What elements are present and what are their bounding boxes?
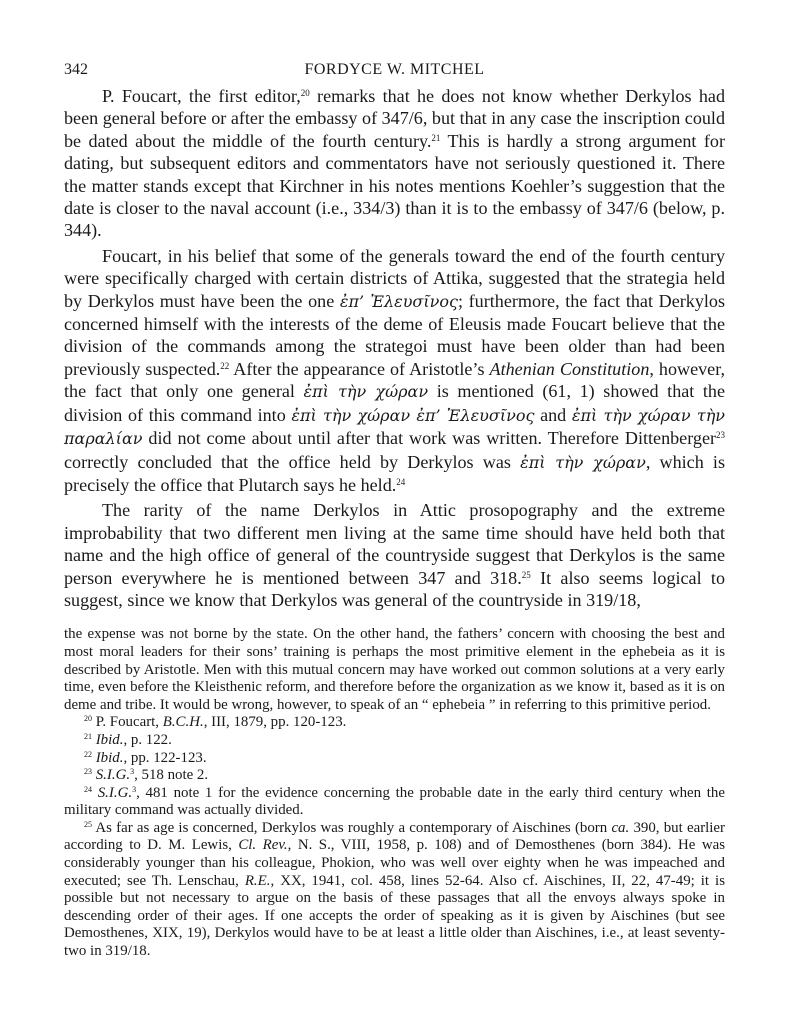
greek-phrase: ἐπὶ τὴν χώραν ἐπ’ Ἐλευσῖνος [291,405,535,425]
greek-phrase: ἐπὶ τὴν χώραν τὴν παραλίαν [64,405,726,449]
paragraph-2: Foucart, in his belief that some of the generals toward the end of the fourth century were specifically charged with certain districts of Attika, suggested that the strategia held by Derkylos must have been the one ἐπ’ Ἐλευσῖνος; furthermore, the fact that Derkylos concerned himself with the interests of the deme of Eleusis made Foucart believe that the division of the commands among the strategoi must have been older than had been previously suspected.$^{22}$ After the appearance of Aristotle’s Athenian Constitution, however, the fact that only one general ἐπὶ τὴν χώραν is mentioned (61, 1) showed that the division of this command into ἐπὶ τὴν χώραν ἐπ’ Ἐλευσῖνος and ἐπὶ τὴν χώραν τὴν παραλίαν did not come about until after that work was written. Therefore Dittenberger$^{23}$ correctly concluded that the office held by Derkylos was ἐπὶ τὴν χώραν, which is precisely the office that Plutarch says he held.$^{24}$ [64,245,726,495]
running-head: FORDYCE W. MITCHEL [304,61,485,78]
main-text [64,85,725,611]
footnote-ref-21[interactable]: 21 [431,132,441,143]
paragraph-1: P. Foucart, the first editor,$^{20}$ remarks that he does not know whether Derkylos had been general before or after the embassy of 347/6, but that in any case the inscription could be dated about the middle of the fourth century.$^{21}$ This is hardly a strong argument for dating, but subsequent editors and commentators have not seriously questioned it. There the matter stands except that Kirchner in his notes mentions Koehler’s suggestion that the date is closer to the naval account (i.e., 334/3) than it is to the embassy of 347/6 (below, p. 344). [64,86,726,241]
paragraph-3: The rarity of the name Derkylos in Attic prosopography and the extreme improbability that two different men living at the same time should have held both that name and the high office of general of the countryside suggest that Derkylos is the same person everywhere he is mentioned between 347 and 318.25 It also seems logical to suggest, since we know that Derkylos was general of the countryside in 319/18, [64,500,725,610]
page-header [64,55,725,85]
footnote-21: $^{21}$ Ibid., p. 122. [84,731,172,748]
footnote-25: $^{25}$ As far as age is concerned, Derkylos was roughly a contemporary of Aischines (born ca. 390, but earlier according to D. M. Lewis, Cl. Rev., N. S., VIII, 1958, p. 108) and of Demosthenes (born 384). He was considerably younger than his colleague, Phokion, who was well over eighty when he was impeached and executed; see Th. Lenschau, R.E., XX, 1941, col. 458, lines 52-64. Also cf. Aischines, II, 22, 47-49; it is possible but not necessary to argue on the basis of these passages that all the envoys always spoke in descending order of their ages. If one accepts the order of speaking as it is given by Aischines (but see Demosthenes, XIX, 19), Derkylos would have to be at least a little older than Aischines, i.e., at least seventy-two in 319/18. [64,819,726,960]
footnote-continuation: the expense was not borne by the state. On the other hand, the fathers’ concern with choosing the best and most moral leaders for their sons’ training is perhaps the most primitive element in the ephebeia as it is described by Aristotle. Men with this mutual concern may have worked out common solutions at a very early time, even before the Kleisthenic reform, and therefore before the organization as we know it, based as it is on deme and tribe. It would be wrong, however, to speak of an “ ephebeia ” in referring to this primitive period. [64,626,725,713]
footnote-ref-20[interactable]: 20 [300,88,310,98]
greek-phrase: ἐπὶ τὴν χώραν [520,452,646,472]
italic-title: Athenian Constitution [489,358,650,379]
footnote-ref-24[interactable]: 24 [396,476,406,487]
greek-phrase: ἐπ’ Ἐλευσῖνος [339,291,458,311]
footnotes [64,626,725,960]
footnote-ref-22[interactable]: 22 [220,360,230,371]
footnote-20: $^{20}$ P. Foucart, B.C.H., III, 1879, pp. 120-123. [84,714,347,731]
page [64,55,725,961]
greek-phrase: ἐπὶ τὴν χώραν [303,382,429,402]
footnote-ref-25[interactable]: 25 [521,569,531,580]
footnote-ref-23[interactable]: 23 [716,430,725,441]
footnote-23: $^{23}$ S.I.G.$^3$, 518 note 2. [84,767,209,784]
footnote-22: $^{22}$ Ibid., pp. 122-123. [84,749,207,766]
footnote-24: $^{24}$ S.I.G.$^3$, 481 note 1 for the evidence concerning the probable date in the early third century when the military command was actually divided. [64,784,725,819]
page-number: 342 [64,61,88,78]
